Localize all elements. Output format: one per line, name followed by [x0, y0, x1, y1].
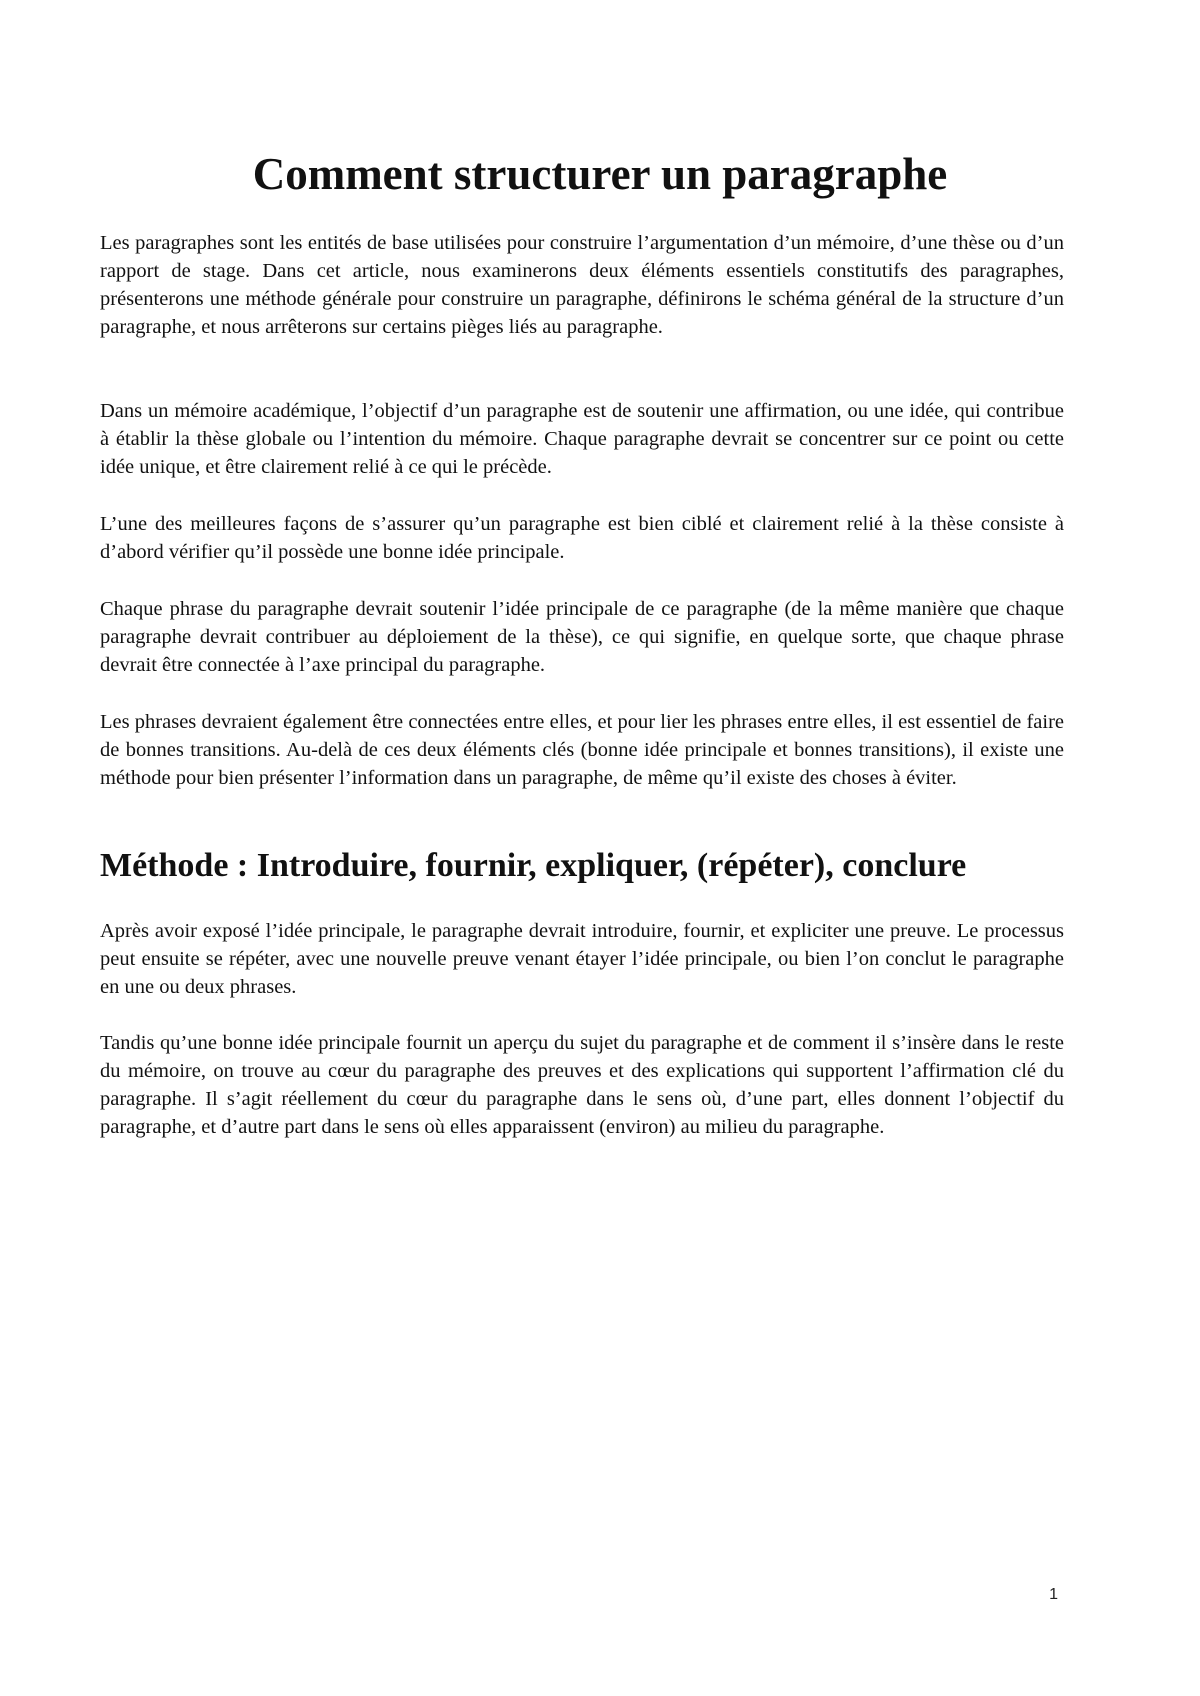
paragraph-intro-4: Chaque phrase du paragraphe devrait soutenir l’idée principale de ce paragraphe (de la même manière que chaque paragraphe devrait contribuer au déploiement de la thèse), ce qui signifie, en quelque sorte, que chaque phrase devrait être connectée à l’axe principal du paragraphe. — [100, 598, 1064, 676]
section-heading: Méthode : Introduire, fournir, expliquer, (répéter), conclure — [100, 847, 967, 884]
page-title: Comment structurer un paragraphe — [252, 149, 948, 199]
paragraph-intro-2: Dans un mémoire académique, l’objectif d’un paragraphe est de soutenir une affirmation, ou une idée, qui contribue à établir la thèse globale ou l’intention du mémoire. Chaque paragraphe devrait se concentrer sur ce point ou cette idée unique, et être clairement relié à ce qui le précède. — [100, 400, 1064, 478]
paragraph-method-1: Après avoir exposé l’idée principale, le paragraphe devrait introduire, fournir, et expliciter une preuve. Le processus peut ensuite se répéter, avec une nouvelle preuve venant étayer l’idée principale, ou bien l’on conclut le paragraphe en une ou deux phrases. — [100, 920, 1064, 998]
page-number: 1 — [1049, 1586, 1058, 1603]
paragraph-intro-1: Les paragraphes sont les entités de base utilisées pour construire l’argumentation d’un mémoire, d’une thèse ou d’un rapport de stage. Dans cet article, nous examinerons deux éléments essentiels constitutifs des paragraphes, présenterons une méthode générale pour construire un paragraphe, définirons le schéma général de la structure d’un paragraphe, et nous arrêterons sur certains pièges liés au paragraphe. — [100, 232, 1064, 338]
paragraph-method-2: Tandis qu’une bonne idée principale fournit un aperçu du sujet du paragraphe et de comment il s’insère dans le reste du mémoire, on trouve au cœur du paragraphe des preuves et des explications qui supportent l’affirmation clé du paragraphe. Il s’agit réellement du cœur du paragraphe dans le sens où, d’une part, elles donnent l’objectif du paragraphe, et d’autre part dans le sens où elles apparaissent (environ) au milieu du paragraphe. — [100, 1032, 1064, 1138]
paragraph-intro-5: Les phrases devraient également être connectées entre elles, et pour lier les phrases entre elles, il est essentiel de faire de bonnes transitions. Au-delà de ces deux éléments clés (bonne idée principale et bonnes transitions), il existe une méthode pour bien présenter l’information dans un paragraphe, de même qu’il existe des choses à éviter. — [100, 711, 1064, 789]
paragraph-intro-3: L’une des meilleures façons de s’assurer qu’un paragraphe est bien ciblé et clairement relié à la thèse consiste à d’abord vérifier qu’il possède une bonne idée principale. — [100, 513, 1064, 563]
